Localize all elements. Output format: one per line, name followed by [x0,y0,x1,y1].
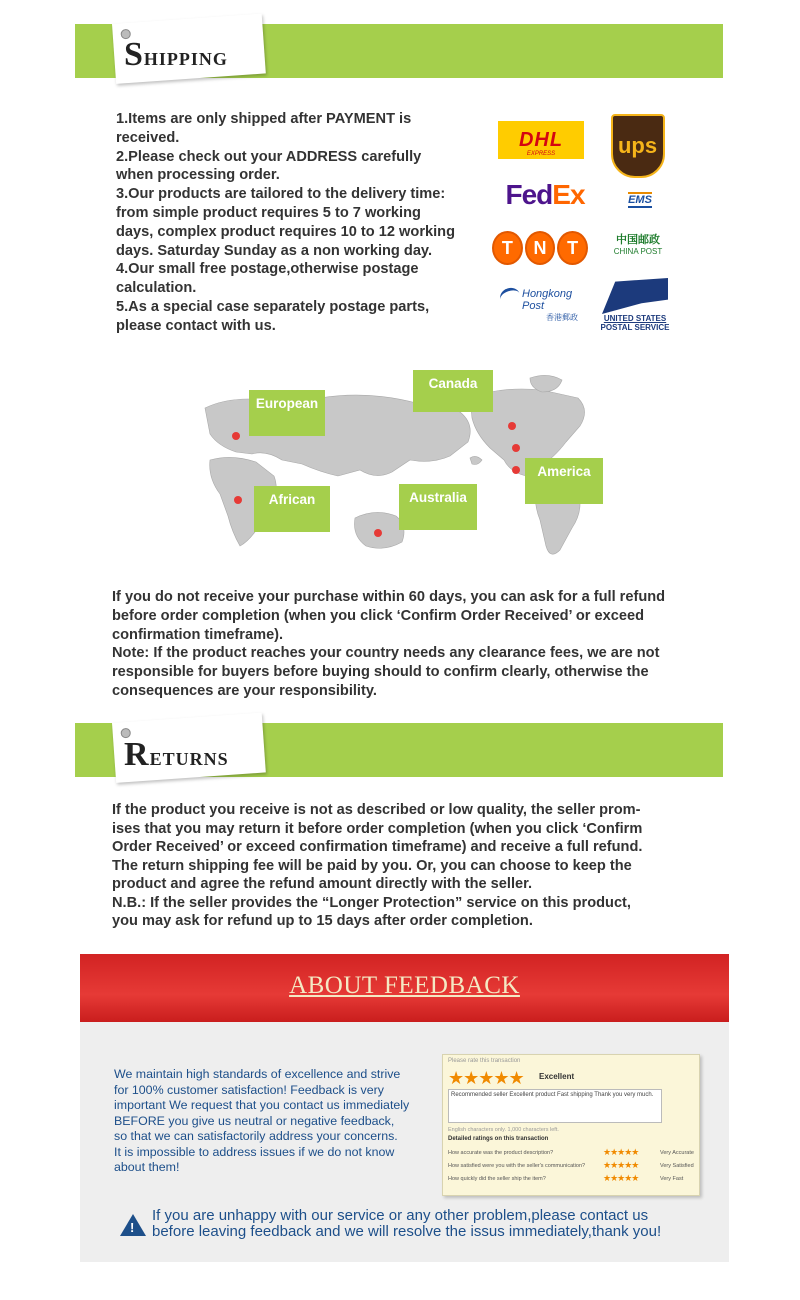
feedback-line: about them! [114,1160,180,1174]
clearance-note: Note: If the product reaches your country needs any clearance fees, we are not responsible for buyers before buying should to confirm clearly, otherwise the consequences are your responsibility. [112,645,660,699]
map-label-canada: Canada [413,370,493,412]
feedback-rating-card: Please rate this transaction ★★★★★ Excellent Recommended seller Excellent product Fast shipping Thank you very much. English characters only. 1,000 characters left. Detailed ratings on this transaction How accurate was the product description? ★★★★★ Very Accurate How satisfied were you with the seller's communication? ★★★★★ Very Satisfied How quickly did the seller ship the item? ★★★★★ Very Fast [442,1054,700,1196]
map-label-america: America [525,458,603,504]
map-marker-icon [232,432,240,440]
returns-line: If the product you receive is not as described or low quality, the seller prom- [112,802,641,818]
feedback-line: important We request that you contact us immediately [114,1098,410,1112]
feedback-warning: If you are unhappy with our service or any other problem,please contact us before leaving feedback and we will resolve the issus immediately,thank you! [152,1207,662,1240]
returns-title: Returns [124,736,229,773]
returns-policy [112,801,712,931]
map-label-african: African [254,486,330,532]
refund-paragraph: If you do not receive your purchase within 60 days, you can ask for a full refund before order completion (when you click ‘Confirm Order Received’ or exceed confirmation timeframe). [112,589,666,643]
comment-box: Recommended seller Excellent product Fast shipping Thank you very much. [448,1089,662,1123]
world-map [170,368,610,568]
returns-line: Order Received’ or exceed confirmation timeframe) and receive a full refund. [112,839,643,855]
feedback-line: so that we can satisfactorily address your concerns. [114,1129,398,1143]
eagle-icon [602,278,668,314]
feedback-body [114,1067,444,1176]
map-marker-icon [512,466,520,474]
map-label-australia: Australia [399,484,477,530]
returns-line: you may ask for refund up to 15 days after order completion. [112,913,533,929]
refund-note [112,588,702,701]
feedback-line: We maintain high standards of excellence and strive [114,1067,401,1081]
shipping-item: 5.As a special case separately postage parts, please contact with us. [116,298,430,334]
star-rating-icon: ★★★★★ [603,1160,639,1170]
feedback-title: ABOUT FEEDBACK [289,972,520,999]
shipping-item: 3.Our products are tailored to the delivery time: from simple product requires 5 to 7 working days, complex product requires 10 to 12 working days. Saturday Sunday as a non working day. [116,186,455,259]
ups-logo: ups [610,114,665,178]
map-label-european: European [249,390,325,436]
china-post-logo: 中国邮政 CHINA POST [613,233,663,256]
map-marker-icon [234,496,242,504]
star-rating-icon: ★★★★★ [603,1147,639,1157]
ems-logo: EMS [628,194,652,206]
feedback-line: It is impossible to address issues if we do not know [114,1144,395,1159]
usps-logo: UNITED STATES POSTAL SERVICE [600,276,670,332]
warning-triangle-icon: ! [120,1214,146,1236]
feedback-panel [80,1022,729,1262]
map-marker-icon [512,444,520,452]
rating-label: Excellent [539,1072,575,1081]
shipping-item: 1.Items are only shipped after PAYMENT is received. [116,111,412,146]
returns-line: The return shipping fee will be paid by you. Or, you can choose to keep the [112,857,632,874]
fedex-logo: Fed Ex [505,179,585,210]
shipping-item: 2.Please check out your ADDRESS carefully when processing order. [116,148,422,184]
returns-line: N.B.: If the seller provides the “Longer Protection” service on this product, [112,894,631,911]
star-rating-icon: ★★★★★ [448,1068,524,1088]
dhl-logo: DHL EXPRESS [498,121,584,159]
star-rating-icon: ★★★★★ [603,1173,639,1183]
returns-line: ises that you may return it before order completion (when you click ‘Confirm [112,820,643,837]
map-marker-icon [374,529,382,537]
shipping-item: 4.Our small free postage,otherwise postage calculation. [116,261,419,297]
feedback-line: BEFORE you give us neutral or negative feedback, [114,1113,395,1128]
detail-title: Detailed ratings on this transaction [448,1136,549,1142]
feedback-line: for 100% customer satisfaction! Feedback is very [114,1082,384,1097]
shipping-title: Shipping [124,36,228,73]
tnt-logo: T N T [492,228,588,268]
rate-prompt: Please rate this transaction [448,1058,521,1064]
shipping-policy-list [116,110,461,336]
returns-line: product and agree the refund amount directly with the seller. [112,876,533,892]
map-marker-icon [508,422,516,430]
feedback-header [80,954,729,1022]
chars-note: English characters only. 1,000 characters left. [448,1127,559,1133]
hongkong-post-logo: Hongkong Post 香港郵政 [500,288,586,322]
